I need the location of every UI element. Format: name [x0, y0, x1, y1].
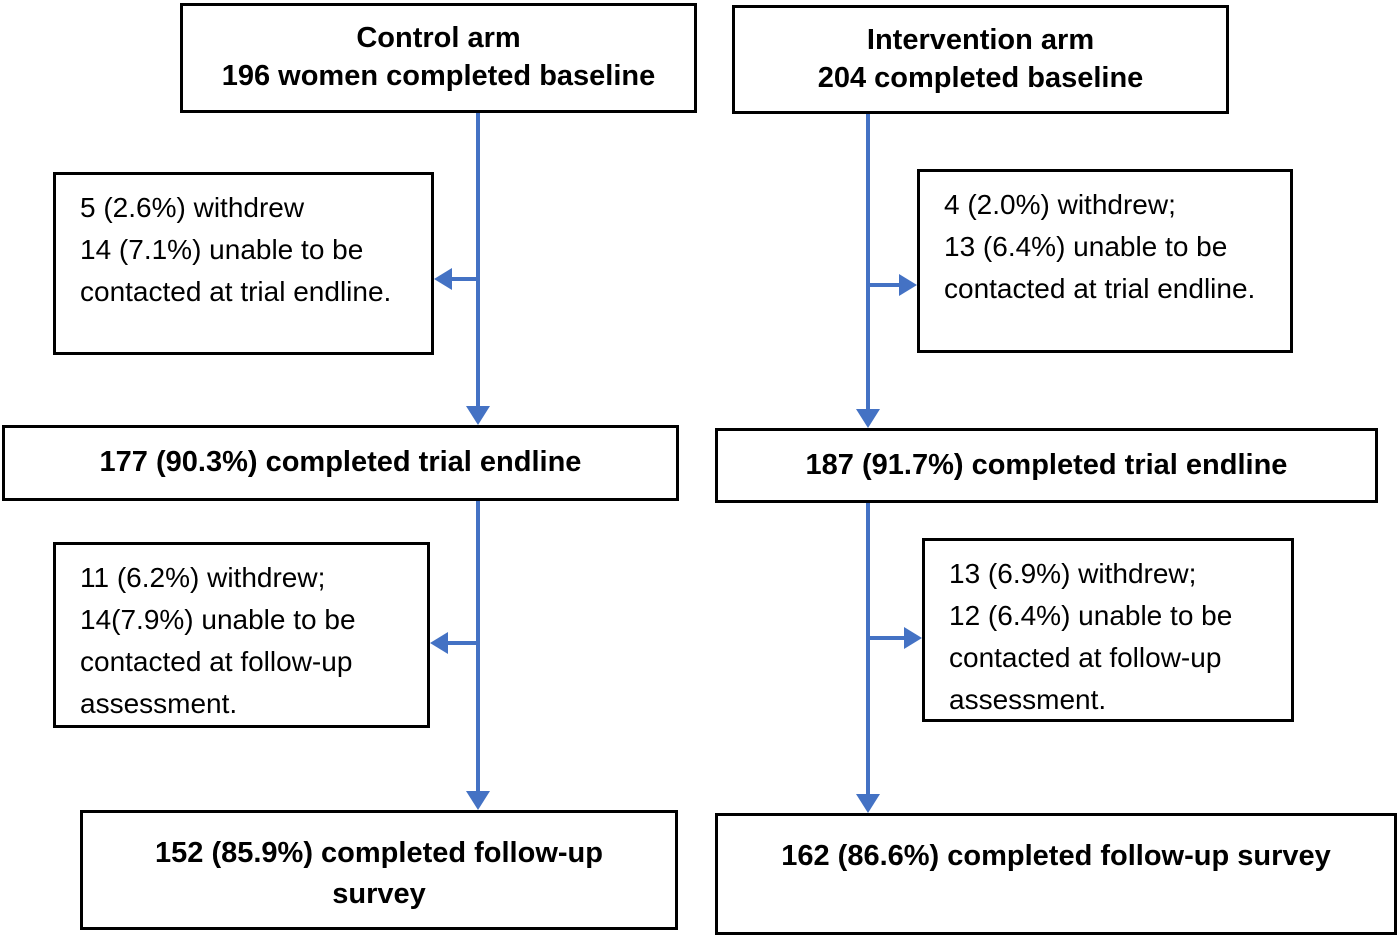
intervention-arm-title: Intervention arm: [866, 23, 1095, 56]
intervention-endline-count: 187 (91.7%) completed trial endline: [805, 448, 1288, 481]
control-followup-count-line2: survey: [332, 877, 426, 910]
control-arrow-line-2: [476, 501, 480, 793]
control-arrow-down-icon-2: [466, 791, 490, 810]
control-exclusion-box-1: [53, 172, 434, 355]
intervention-arrow-down-icon-2: [856, 794, 880, 813]
control-baseline-box: [180, 3, 697, 113]
control-baseline-count: 196 women completed baseline: [221, 60, 656, 92]
intervention-exclusion-box-1: [917, 169, 1293, 353]
intervention-followup-count: 162 (86.6%) completed follow-up survey: [781, 840, 1331, 872]
control-withdrew-endline: 5 (2.6%) withdrew: [80, 192, 305, 223]
control-arrow-left-icon-2: [430, 632, 448, 654]
control-branch-line-1: [448, 277, 478, 281]
control-exclusion-box-2: [53, 542, 430, 728]
intervention-branch-line-2: [870, 636, 906, 640]
intervention-arrow-right-icon-2: [904, 627, 922, 649]
control-followup-count-line1: 152 (85.9%) completed follow-up: [155, 837, 603, 869]
intervention-baseline-count: 204 completed baseline: [817, 61, 1144, 94]
control-arrow-down-icon-1: [466, 406, 490, 425]
control-endline-count: 177 (90.3%) completed trial endline: [99, 446, 582, 479]
intervention-arrow-right-icon-1: [899, 274, 917, 296]
control-withdrew-followup: 11 (6.2%) withdrew;: [80, 562, 326, 593]
control-uncontacted-followup: 14(7.9%) unable to be contacted at follow-up assessment.: [80, 604, 356, 719]
intervention-endline-box: [715, 428, 1378, 503]
intervention-withdrew-endline: 4 (2.0%) withdrew;: [944, 189, 1176, 220]
control-uncontacted-endline: 14 (7.1%) unable to be contacted at trial endline.: [80, 234, 392, 307]
intervention-uncontacted-followup: 12 (6.4%) unable to be contacted at follow-up assessment.: [949, 600, 1233, 715]
intervention-arrow-down-icon-1: [856, 409, 880, 428]
control-followup-box: [80, 810, 678, 930]
control-arrow-left-icon-1: [434, 268, 452, 290]
control-arm-title: Control arm: [356, 22, 521, 55]
intervention-followup-box: [715, 813, 1397, 935]
intervention-uncontacted-endline: 13 (6.4%) unable to be contacted at trial endline.: [944, 231, 1256, 304]
control-endline-box: [2, 425, 679, 501]
intervention-exclusion-box-2: [922, 538, 1294, 722]
intervention-withdrew-followup: 13 (6.9%) withdrew;: [949, 558, 1197, 589]
intervention-arrow-line-1: [866, 114, 870, 411]
intervention-baseline-box: [732, 5, 1229, 114]
control-branch-line-2: [446, 641, 478, 645]
intervention-arrow-line-2: [866, 503, 870, 795]
control-arrow-line-1: [476, 113, 480, 408]
intervention-branch-line-1: [870, 283, 901, 287]
